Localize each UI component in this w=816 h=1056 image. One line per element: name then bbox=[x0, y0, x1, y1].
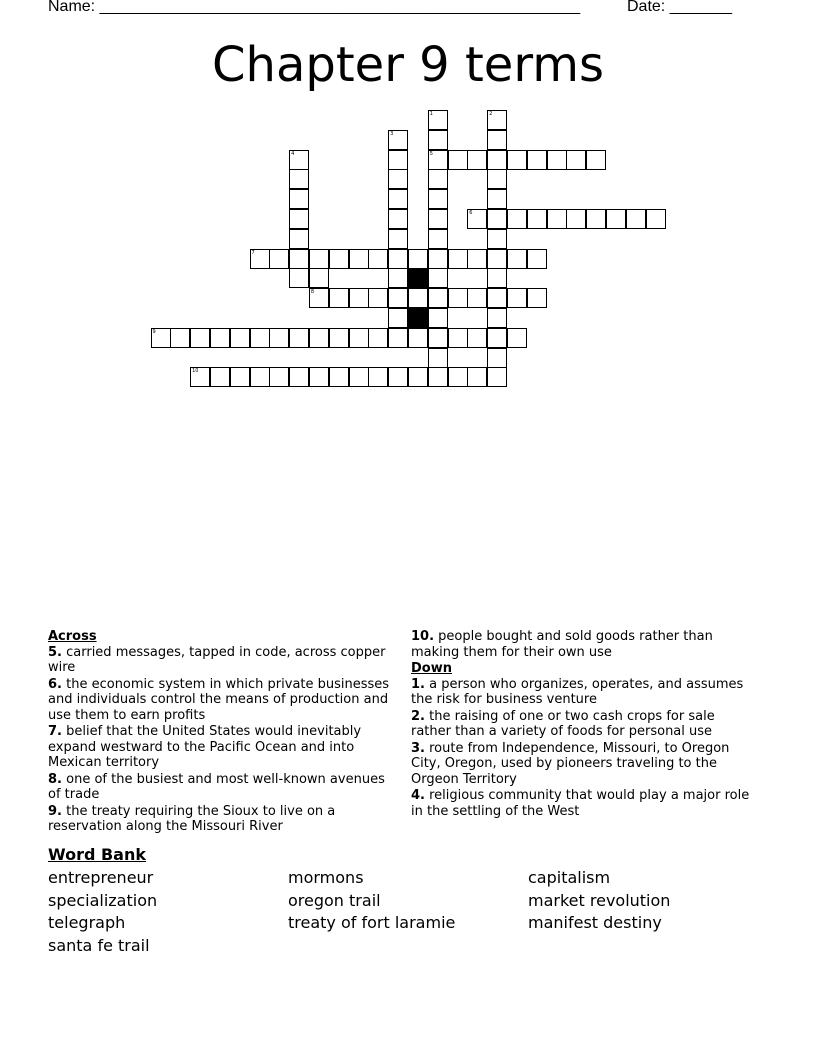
word-bank-item: entrepreneur bbox=[48, 868, 154, 887]
grid-cell[interactable] bbox=[428, 189, 448, 209]
grid-cell[interactable] bbox=[487, 249, 507, 269]
grid-cell[interactable] bbox=[190, 328, 210, 348]
grid-cell[interactable] bbox=[349, 249, 369, 269]
across-clue-5: 5. carried messages, tapped in code, across copper wire bbox=[48, 644, 386, 675]
grid-cell[interactable] bbox=[388, 328, 408, 348]
grid-cell[interactable] bbox=[388, 169, 408, 189]
grid-cell[interactable] bbox=[428, 110, 448, 130]
clue-number: 2 bbox=[489, 111, 493, 117]
grid-cell[interactable] bbox=[309, 288, 329, 308]
grid-cell[interactable] bbox=[487, 150, 507, 170]
grid-cell[interactable] bbox=[428, 229, 448, 249]
grid-cell[interactable] bbox=[448, 288, 468, 308]
grid-cell[interactable] bbox=[467, 328, 487, 348]
grid-cell[interactable] bbox=[487, 169, 507, 189]
word-bank-item: specialization bbox=[48, 891, 158, 910]
grid-cell[interactable] bbox=[289, 268, 309, 288]
grid-cell[interactable] bbox=[210, 328, 230, 348]
grid-cell[interactable] bbox=[487, 268, 507, 288]
grid-cell[interactable] bbox=[448, 150, 468, 170]
grid-cell[interactable] bbox=[586, 150, 606, 170]
grid-cell[interactable] bbox=[586, 209, 606, 229]
grid-cell[interactable] bbox=[507, 328, 527, 348]
grid-cell[interactable] bbox=[428, 348, 448, 368]
grid-block bbox=[408, 308, 428, 328]
word-bank-item: capitalism bbox=[528, 868, 611, 887]
grid-cell[interactable] bbox=[428, 308, 448, 328]
grid-cell[interactable] bbox=[566, 209, 586, 229]
grid-block bbox=[408, 268, 428, 288]
grid-cell[interactable] bbox=[151, 328, 171, 348]
grid-cell[interactable] bbox=[527, 288, 547, 308]
grid-cell[interactable] bbox=[467, 209, 487, 229]
grid-cell[interactable] bbox=[428, 268, 448, 288]
grid-cell[interactable] bbox=[646, 209, 666, 229]
word-bank-item: market revolution bbox=[528, 891, 671, 910]
grid-cell[interactable] bbox=[289, 150, 309, 170]
grid-cell[interactable] bbox=[368, 328, 388, 348]
grid-cell[interactable] bbox=[487, 130, 507, 150]
grid-cell[interactable] bbox=[368, 288, 388, 308]
grid-cell[interactable] bbox=[448, 249, 468, 269]
word-bank-title: Word Bank bbox=[48, 845, 147, 864]
across-clue-6: 6. the economic system in which private businesses and individuals control the means of production and use them to earn profits bbox=[48, 676, 390, 723]
grid-cell[interactable] bbox=[368, 367, 388, 387]
grid-cell[interactable] bbox=[230, 328, 250, 348]
grid-cell[interactable] bbox=[289, 328, 309, 348]
grid-cell[interactable] bbox=[289, 367, 309, 387]
down-heading: Down bbox=[411, 661, 452, 676]
grid-cell[interactable] bbox=[428, 249, 448, 269]
grid-cell[interactable] bbox=[448, 328, 468, 348]
across-heading: Across bbox=[48, 629, 97, 644]
grid-cell[interactable] bbox=[388, 288, 408, 308]
date-field-label: Date: _______ bbox=[627, 0, 732, 15]
across-clue-7: 7. belief that the United States would inevitably expand westward to the Pacific Ocean and into Mexican territory bbox=[48, 724, 362, 770]
grid-cell[interactable] bbox=[408, 367, 428, 387]
grid-cell[interactable] bbox=[467, 367, 487, 387]
grid-cell[interactable] bbox=[250, 249, 270, 269]
clue-number: 5 bbox=[429, 150, 433, 157]
grid-cell[interactable] bbox=[547, 150, 567, 170]
grid-cell[interactable] bbox=[487, 328, 507, 348]
grid-cell[interactable] bbox=[309, 367, 329, 387]
grid-cell[interactable] bbox=[230, 367, 250, 387]
grid-cell[interactable] bbox=[547, 209, 567, 229]
grid-cell[interactable] bbox=[408, 288, 428, 308]
grid-cell[interactable] bbox=[487, 308, 507, 328]
grid-cell[interactable] bbox=[527, 209, 547, 229]
grid-cell[interactable] bbox=[507, 150, 527, 170]
grid-cell[interactable] bbox=[388, 249, 408, 269]
grid-cell[interactable] bbox=[190, 367, 210, 387]
grid-cell[interactable] bbox=[487, 229, 507, 249]
word-bank-item: manifest destiny bbox=[528, 913, 662, 932]
grid-cell[interactable] bbox=[388, 209, 408, 229]
clue-number: 4 bbox=[291, 150, 295, 157]
grid-cell[interactable] bbox=[309, 268, 329, 288]
down-clue-4: 4. religious community that would play a major role in the settling of the West bbox=[411, 788, 750, 819]
grid-cell[interactable] bbox=[329, 249, 349, 269]
grid-cell[interactable] bbox=[388, 229, 408, 249]
across-clue-8: 8. one of the busiest and most well-known avenues of trade bbox=[48, 771, 385, 802]
grid-cell[interactable] bbox=[428, 169, 448, 189]
grid-cell[interactable] bbox=[428, 367, 448, 387]
grid-cell[interactable] bbox=[388, 268, 408, 288]
grid-cell[interactable] bbox=[289, 169, 309, 189]
grid-cell[interactable] bbox=[388, 308, 408, 328]
grid-cell[interactable] bbox=[329, 328, 349, 348]
grid-cell[interactable] bbox=[289, 229, 309, 249]
grid-cell[interactable] bbox=[289, 189, 309, 209]
word-bank-item: telegraph bbox=[48, 913, 126, 932]
grid-cell[interactable] bbox=[527, 150, 547, 170]
grid-cell[interactable] bbox=[349, 288, 369, 308]
grid-cell[interactable] bbox=[349, 328, 369, 348]
word-bank-item: mormons bbox=[288, 868, 364, 887]
across-clue-10: 10. people bought and sold goods rather than making them for their own use bbox=[411, 629, 713, 660]
grid-cell[interactable] bbox=[329, 367, 349, 387]
grid-cell[interactable] bbox=[428, 288, 448, 308]
grid-cell[interactable] bbox=[428, 209, 448, 229]
word-bank-item: santa fe trail bbox=[48, 936, 150, 955]
grid-cell[interactable] bbox=[626, 209, 646, 229]
grid-cell[interactable] bbox=[388, 367, 408, 387]
grid-cell[interactable] bbox=[606, 209, 626, 229]
grid-cell[interactable] bbox=[566, 150, 586, 170]
down-clue-3: 3. route from Independence, Missouri, to Oregon City, Oregon, used by pioneers traveling to the Orgeon Territory bbox=[411, 740, 730, 787]
grid-cell[interactable] bbox=[408, 328, 428, 348]
grid-cell[interactable] bbox=[309, 249, 329, 269]
clue-number: 10 bbox=[192, 368, 199, 375]
clue-number: 3 bbox=[390, 130, 394, 137]
grid-cell[interactable] bbox=[467, 288, 487, 308]
grid-cell[interactable] bbox=[527, 249, 547, 269]
grid-cell[interactable] bbox=[408, 249, 428, 269]
grid-cell[interactable] bbox=[250, 328, 270, 348]
name-field-label: Name: ______________________________________________________ bbox=[48, 0, 581, 15]
grid-cell[interactable] bbox=[388, 130, 408, 150]
grid-cell[interactable] bbox=[507, 209, 527, 229]
crossword-grid bbox=[0, 0, 816, 400]
grid-cell[interactable] bbox=[448, 367, 468, 387]
grid-cell[interactable] bbox=[210, 367, 230, 387]
grid-cell[interactable] bbox=[309, 328, 329, 348]
grid-cell[interactable] bbox=[467, 150, 487, 170]
grid-cell[interactable] bbox=[487, 288, 507, 308]
grid-cell[interactable] bbox=[388, 150, 408, 170]
clues-right-column bbox=[411, 629, 756, 820]
grid-cell[interactable] bbox=[428, 130, 448, 150]
clue-number: 9 bbox=[152, 328, 156, 335]
grid-cell[interactable] bbox=[269, 367, 289, 387]
grid-cell[interactable] bbox=[487, 367, 507, 387]
grid-cell[interactable] bbox=[289, 249, 309, 269]
grid-cell[interactable] bbox=[487, 348, 507, 368]
grid-cell[interactable] bbox=[487, 189, 507, 209]
grid-cell[interactable] bbox=[487, 209, 507, 229]
grid-cell[interactable] bbox=[269, 249, 289, 269]
grid-cell[interactable] bbox=[388, 189, 408, 209]
grid-cell[interactable] bbox=[368, 249, 388, 269]
down-clue-1: 1. a person who organizes, operates, and assumes the risk for business venture bbox=[411, 676, 744, 707]
grid-cell[interactable] bbox=[428, 150, 448, 170]
grid-cell[interactable] bbox=[289, 209, 309, 229]
grid-cell[interactable] bbox=[269, 328, 289, 348]
word-bank-item: treaty of fort laramie bbox=[288, 913, 456, 932]
clue-number: 8 bbox=[310, 289, 315, 296]
grid-cell[interactable] bbox=[329, 288, 349, 308]
clue-number: 1 bbox=[429, 111, 433, 117]
grid-cell[interactable] bbox=[487, 110, 507, 130]
clue-number: 7 bbox=[251, 249, 255, 256]
clue-number: 6 bbox=[469, 210, 473, 216]
down-clue-2: 2. the raising of one or two cash crops for sale rather than a variety of foods for personal use bbox=[411, 708, 715, 739]
grid-cell[interactable] bbox=[507, 249, 527, 269]
grid-cell[interactable] bbox=[428, 328, 448, 348]
grid-cell[interactable] bbox=[467, 249, 487, 269]
across-clue-9: 9. the treaty requiring the Sioux to live on a reservation along the Missouri River bbox=[48, 803, 336, 834]
grid-cell[interactable] bbox=[349, 367, 369, 387]
grid-cell[interactable] bbox=[250, 367, 270, 387]
page-title: Chapter 9 terms bbox=[212, 37, 604, 93]
grid-cell[interactable] bbox=[170, 328, 190, 348]
grid-cell[interactable] bbox=[507, 288, 527, 308]
clues-left-column bbox=[48, 629, 393, 836]
word-bank-item: oregon trail bbox=[288, 891, 381, 910]
